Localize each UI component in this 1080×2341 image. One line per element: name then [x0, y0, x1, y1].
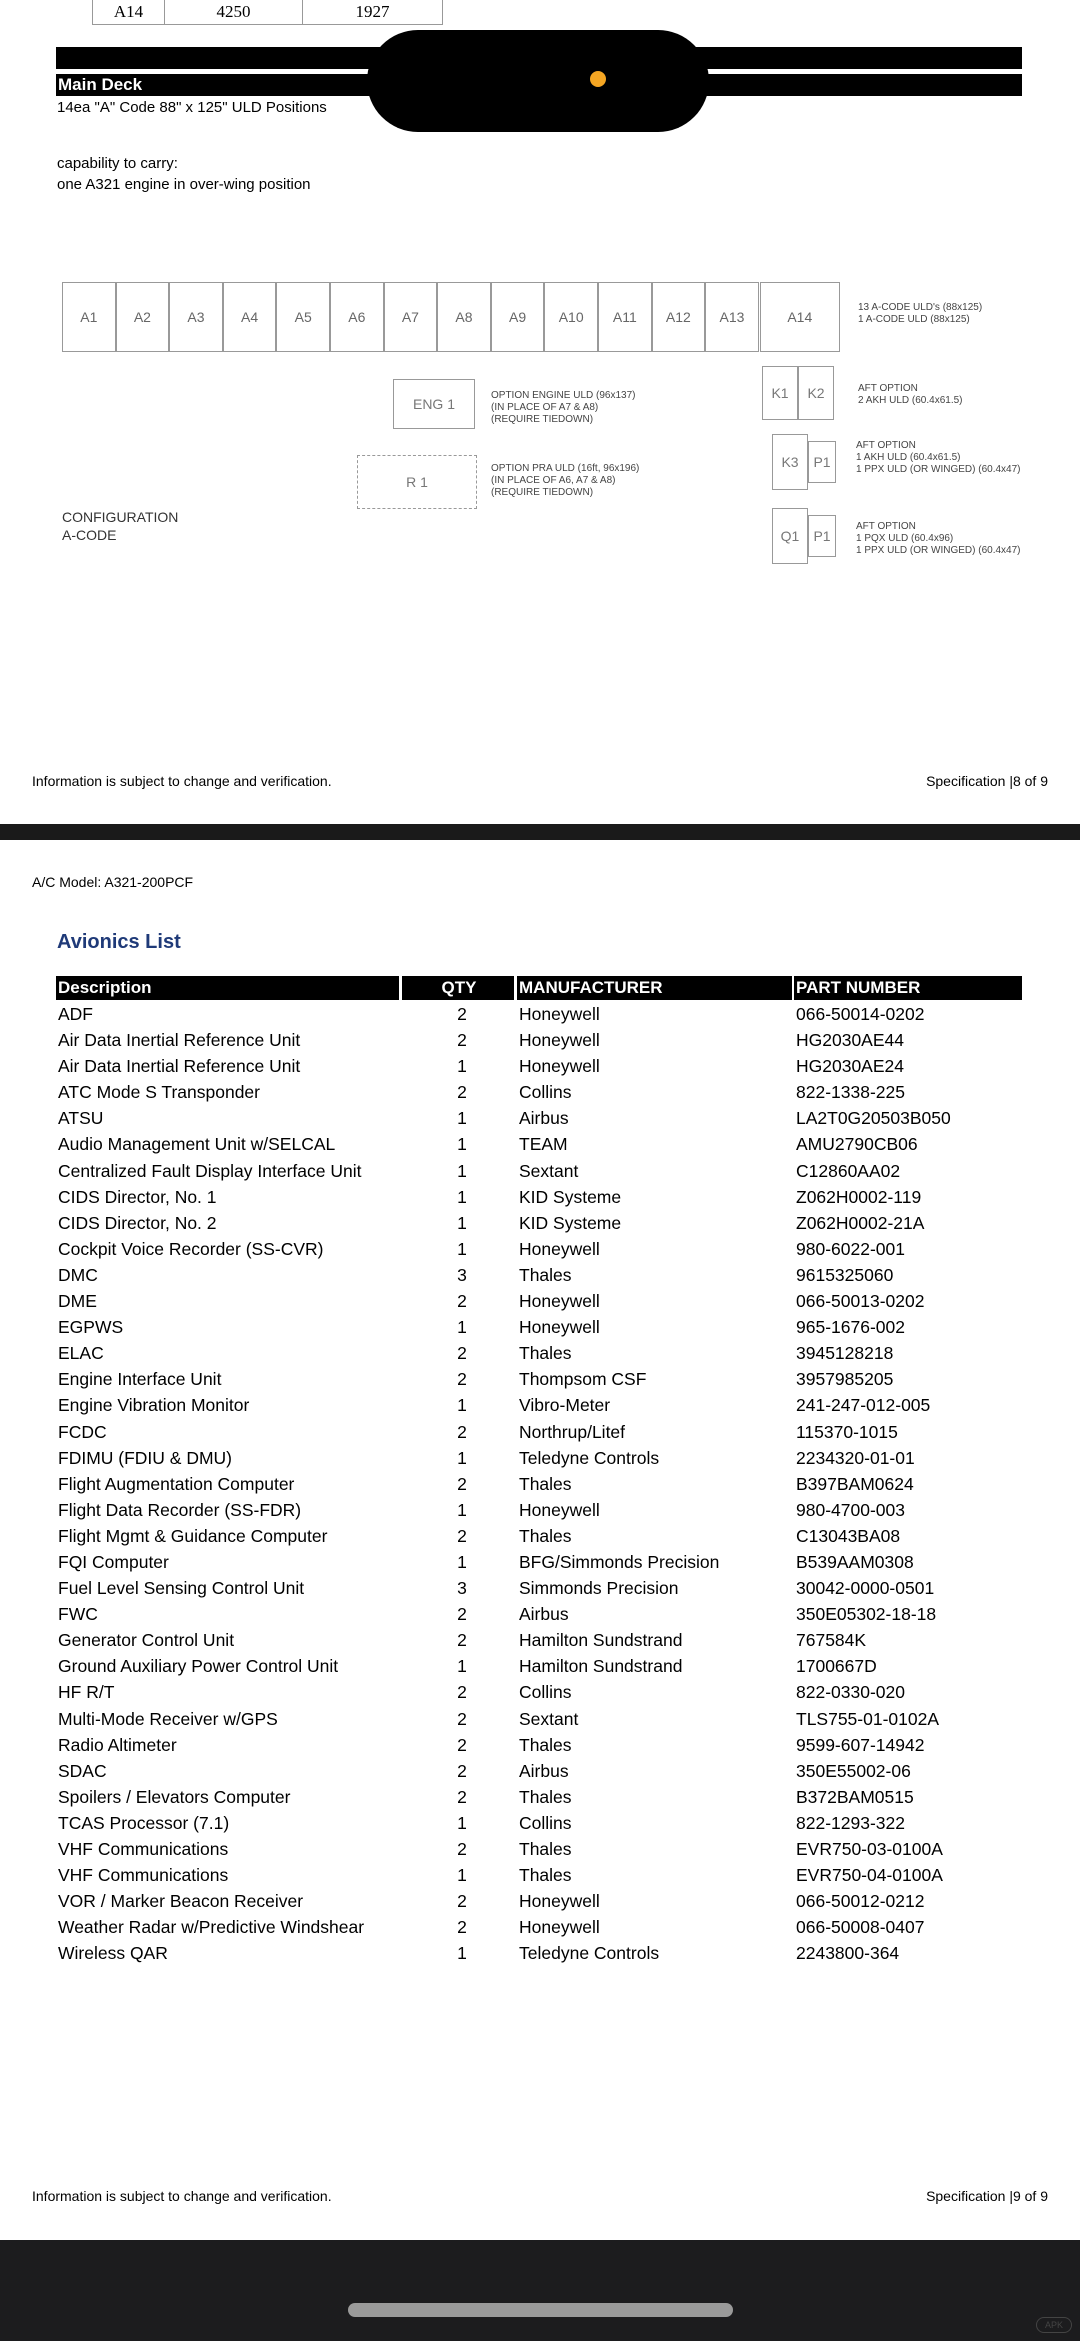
table-row	[0, 1888, 1080, 1914]
table-row	[0, 1210, 1080, 1236]
qty-cell: 2	[457, 1682, 467, 1703]
table-row	[0, 1732, 1080, 1758]
manufacturer-cell: Honeywell	[519, 1030, 600, 1051]
description-cell: CIDS Director, No. 2	[58, 1212, 217, 1233]
qty-cell: 2	[457, 1734, 467, 1755]
table-row	[0, 1471, 1080, 1497]
manufacturer-cell: Honeywell	[519, 1317, 600, 1338]
part-number-cell: B397BAM0624	[796, 1473, 914, 1494]
table-row	[0, 1079, 1080, 1105]
column-header-qty: QTY	[402, 976, 514, 1000]
part-number-cell: 9599-607-14942	[796, 1734, 925, 1755]
deck-slot: A6	[330, 282, 384, 352]
description-cell: TCAS Processor (7.1)	[58, 1812, 230, 1833]
spec-page-8	[0, 0, 1080, 824]
description-cell: ATC Mode S Transponder	[58, 1082, 260, 1103]
part-number-cell: 980-6022-001	[796, 1238, 905, 1259]
qty-cell: 2	[457, 1760, 467, 1781]
footer-page-number: Specification |8 of 9	[926, 773, 1048, 789]
table-row	[0, 1053, 1080, 1079]
manufacturer-cell: Honeywell	[519, 1917, 600, 1938]
description-cell: Air Data Inertial Reference Unit	[58, 1030, 301, 1051]
part-number-cell: 980-4700-003	[796, 1499, 905, 1520]
note-qp: AFT OPTION 1 PQX ULD (60.4x96) 1 PPX ULD (OR WINGED) (60.4x47)	[856, 521, 1021, 556]
qty-cell: 1	[457, 1865, 467, 1886]
manufacturer-cell: Thales	[519, 1734, 572, 1755]
deck-slot: A10	[544, 282, 598, 352]
part-number-cell: Z062H0002-21A	[796, 1212, 925, 1233]
manufacturer-cell: Airbus	[519, 1108, 569, 1129]
part-number-cell: B539AAM0308	[796, 1551, 914, 1572]
deck-slot: A3	[169, 282, 223, 352]
manufacturer-cell: Collins	[519, 1682, 572, 1703]
description-cell: Weather Radar w/Predictive Windshear	[58, 1917, 365, 1938]
manufacturer-cell: Northrup/Litef	[519, 1421, 626, 1442]
page-divider	[0, 824, 1080, 840]
part-number-cell: 767584K	[796, 1630, 867, 1651]
description-cell: Multi-Mode Receiver w/GPS	[58, 1708, 278, 1729]
manufacturer-cell: Hamilton Sundstrand	[519, 1656, 683, 1677]
table-row	[0, 1105, 1080, 1131]
manufacturer-cell: Thales	[519, 1786, 572, 1807]
description-cell: ELAC	[58, 1343, 104, 1364]
description-cell: Wireless QAR	[58, 1943, 168, 1964]
description-cell: HF R/T	[58, 1682, 115, 1703]
manufacturer-cell: Airbus	[519, 1760, 569, 1781]
table-row	[0, 1262, 1080, 1288]
table-row	[0, 1027, 1080, 1053]
aircraft-model: A/C Model: A321-200PCF	[32, 874, 194, 890]
column-header-manufacturer: MANUFACTURER	[517, 976, 792, 1000]
part-number-cell: EVR750-04-0100A	[796, 1865, 943, 1886]
description-cell: FQI Computer	[58, 1551, 169, 1572]
table-row	[0, 1810, 1080, 1836]
table-row	[0, 1131, 1080, 1157]
table-row	[0, 1288, 1080, 1314]
page-title: Avionics List	[57, 931, 181, 953]
table-row	[0, 1158, 1080, 1184]
manufacturer-cell: Collins	[519, 1812, 572, 1833]
table-row	[0, 1419, 1080, 1445]
table-row	[0, 1497, 1080, 1523]
part-number-cell: 350E55002-06	[796, 1760, 911, 1781]
description-cell: Fuel Level Sensing Control Unit	[58, 1578, 305, 1599]
deck-slot: A14	[760, 282, 840, 352]
table-row	[0, 1914, 1080, 1940]
manufacturer-cell: Thales	[519, 1473, 572, 1494]
footer-disclaimer: Information is subject to change and verification.	[32, 2188, 332, 2204]
avionics-table-body	[0, 1001, 1080, 1966]
qty-cell: 1	[457, 1812, 467, 1833]
table-row	[0, 1706, 1080, 1732]
description-cell: FDIMU (FDIU & DMU)	[58, 1447, 233, 1468]
part-number-cell: 9615325060	[796, 1264, 894, 1285]
table-row	[0, 1549, 1080, 1575]
part-number-cell: 822-1338-225	[796, 1082, 905, 1103]
manufacturer-cell: Honeywell	[519, 1499, 600, 1520]
part-number-cell: 822-0330-020	[796, 1682, 905, 1703]
part-number-cell: 30042-0000-0501	[796, 1578, 935, 1599]
part-number-cell: 2234320-01-01	[796, 1447, 915, 1468]
table-row	[0, 1836, 1080, 1862]
manufacturer-cell: Thales	[519, 1264, 572, 1285]
manufacturer-cell: Sextant	[519, 1160, 579, 1181]
table-row	[0, 1366, 1080, 1392]
description-cell: ATSU	[58, 1108, 104, 1129]
qty-cell: 2	[457, 1786, 467, 1807]
manufacturer-cell: Hamilton Sundstrand	[519, 1630, 683, 1651]
manufacturer-cell: Thales	[519, 1525, 572, 1546]
part-number-cell: 241-247-012-005	[796, 1395, 931, 1416]
table-row	[0, 1445, 1080, 1471]
qty-cell: 2	[457, 1369, 467, 1390]
table-row	[0, 1392, 1080, 1418]
qty-cell: 1	[457, 1551, 467, 1572]
manufacturer-cell: KID Systeme	[519, 1212, 622, 1233]
manufacturer-cell: Honeywell	[519, 1004, 600, 1024]
r-1-box: R 1	[357, 455, 477, 509]
deck-slot: A9	[491, 282, 545, 352]
spec-page-9	[0, 840, 1080, 2240]
note-pra: OPTION PRA ULD (16ft, 96x196) (IN PLACE OF A6, A7 & A8) (REQUIRE TIEDOWN)	[491, 463, 640, 498]
description-cell: VOR / Marker Beacon Receiver	[58, 1891, 304, 1912]
table-row	[0, 1601, 1080, 1627]
deck-slot: A12	[652, 282, 706, 352]
description-cell: Ground Auxiliary Power Control Unit	[58, 1656, 339, 1677]
part-number-cell: 3945128218	[796, 1343, 894, 1364]
description-cell: Audio Management Unit w/SELCAL	[58, 1134, 336, 1155]
table-row	[0, 1236, 1080, 1262]
p1-box: P1	[808, 441, 836, 483]
qty-cell: 2	[457, 1630, 467, 1651]
table-row	[0, 1784, 1080, 1810]
note-a-code: 13 A-CODE ULD's (88x125) 1 A-CODE ULD (88x125)	[858, 302, 983, 325]
footer-page-number: Specification |9 of 9	[926, 2188, 1048, 2204]
table-row	[0, 1001, 1080, 1027]
footer-disclaimer: Information is subject to change and verification.	[32, 773, 332, 789]
deck-slot: A7	[384, 282, 438, 352]
part-number-cell: 066-50014-0202	[796, 1004, 925, 1024]
part-number-cell: 115370-1015	[796, 1421, 898, 1442]
qty-cell: 1	[457, 1186, 467, 1207]
table-row	[0, 1184, 1080, 1210]
manufacturer-cell: Honeywell	[519, 1238, 600, 1259]
description-cell: VHF Communications	[58, 1839, 229, 1859]
description-cell: EGPWS	[58, 1317, 124, 1338]
qty-cell: 2	[457, 1004, 467, 1024]
manufacturer-cell: TEAM	[519, 1134, 568, 1155]
table-row	[0, 1523, 1080, 1549]
table-row	[0, 1627, 1080, 1653]
deck-slot: A11	[598, 282, 652, 352]
deck-slot: A5	[276, 282, 330, 352]
table-row	[0, 1679, 1080, 1705]
description-cell: Radio Altimeter	[58, 1734, 177, 1755]
manufacturer-cell: Teledyne Controls	[519, 1943, 660, 1964]
qty-cell: 2	[457, 1604, 467, 1625]
part-number-cell: 066-50008-0407	[796, 1917, 925, 1938]
part-number-cell: 3957985205	[796, 1369, 894, 1390]
camera-cutout	[367, 30, 709, 132]
part-number-cell: EVR750-03-0100A	[796, 1839, 943, 1859]
description-cell: Flight Augmentation Computer	[58, 1473, 295, 1494]
description-cell: FCDC	[58, 1421, 107, 1442]
qty-cell: 1	[457, 1108, 467, 1129]
eng-1-box: ENG 1	[393, 379, 475, 429]
description-cell: DME	[58, 1291, 97, 1312]
qty-cell: 2	[457, 1291, 467, 1312]
part-number-cell: LA2T0G20503B050	[796, 1108, 951, 1129]
watermark-badge: APK	[1036, 2317, 1072, 2333]
description-cell: VHF Communications	[58, 1865, 229, 1886]
manufacturer-cell: KID Systeme	[519, 1186, 622, 1207]
description-cell: Centralized Fault Display Interface Unit	[58, 1160, 362, 1181]
part-number-cell: AMU2790CB06	[796, 1134, 918, 1155]
part-number-cell: TLS755-01-0102A	[796, 1708, 940, 1729]
description-cell: ADF	[58, 1004, 93, 1024]
qty-cell: 2	[457, 1473, 467, 1494]
k3-box: K3	[772, 434, 808, 490]
manufacturer-cell: Airbus	[519, 1604, 569, 1625]
note-engine: OPTION ENGINE ULD (96x137) (IN PLACE OF A7 & A8) (REQUIRE TIEDOWN)	[491, 390, 636, 425]
table-row	[0, 1314, 1080, 1340]
note-k: AFT OPTION 2 AKH ULD (60.4x61.5)	[858, 383, 963, 406]
part-number-cell: C13043BA08	[796, 1525, 901, 1546]
manufacturer-cell: Honeywell	[519, 1056, 600, 1077]
part-number-cell: HG2030AE44	[796, 1030, 904, 1051]
weight-table-last-row	[92, 0, 443, 25]
part-number-cell: 066-50013-0202	[796, 1291, 925, 1312]
manufacturer-cell: Collins	[519, 1082, 572, 1103]
manufacturer-cell: Thompsom CSF	[519, 1369, 647, 1390]
manufacturer-cell: Honeywell	[519, 1891, 600, 1912]
table-cell: A14	[93, 0, 165, 24]
part-number-cell: C12860AA02	[796, 1160, 901, 1181]
deck-slot: A1	[62, 282, 116, 352]
manufacturer-cell: Simmonds Precision	[519, 1578, 679, 1599]
part-number-cell: 2243800-364	[796, 1943, 900, 1964]
qty-cell: 1	[457, 1056, 467, 1077]
part-number-cell: 350E05302-18-18	[796, 1604, 937, 1625]
qty-cell: 2	[457, 1343, 467, 1364]
qty-cell: 1	[457, 1499, 467, 1520]
manufacturer-cell: Honeywell	[519, 1291, 600, 1312]
manufacturer-cell: Thales	[519, 1839, 572, 1859]
qty-cell: 2	[457, 1839, 467, 1859]
table-row	[0, 1575, 1080, 1601]
manufacturer-cell: BFG/Simmonds Precision	[519, 1551, 720, 1572]
table-row	[0, 1758, 1080, 1784]
description-cell: Engine Interface Unit	[58, 1369, 222, 1390]
positions-line: 14ea "A" Code 88" x 125" ULD Positions	[57, 99, 327, 116]
qty-cell: 2	[457, 1030, 467, 1051]
description-cell: Flight Mgmt & Guidance Computer	[58, 1525, 328, 1546]
qty-cell: 1	[457, 1160, 467, 1181]
note-kp: AFT OPTION 1 AKH ULD (60.4x61.5) 1 PPX ULD (OR WINGED) (60.4x47)	[856, 440, 1021, 475]
part-number-cell: 965-1676-002	[796, 1317, 905, 1338]
manufacturer-cell: Thales	[519, 1865, 572, 1886]
description-cell: CIDS Director, No. 1	[58, 1186, 217, 1207]
part-number-cell: B372BAM0515	[796, 1786, 914, 1807]
capability-line: capability to carry:	[57, 155, 178, 172]
k2-box: K2	[798, 366, 834, 420]
description-cell: Cockpit Voice Recorder (SS-CVR)	[58, 1238, 324, 1259]
table-row	[0, 1653, 1080, 1679]
manufacturer-cell: Thales	[519, 1343, 572, 1364]
p1-box: P1	[808, 515, 836, 557]
table-row	[0, 1862, 1080, 1888]
capability-detail: one A321 engine in over-wing position	[57, 176, 311, 193]
part-number-cell: 066-50012-0212	[796, 1891, 925, 1912]
description-cell: Spoilers / Elevators Computer	[58, 1786, 291, 1807]
qty-cell: 2	[457, 1891, 467, 1912]
description-cell: DMC	[58, 1264, 98, 1285]
column-header-description: Description	[56, 976, 399, 1000]
qty-cell: 2	[457, 1708, 467, 1729]
description-cell: FWC	[58, 1604, 98, 1625]
deck-slot: A8	[437, 282, 491, 352]
description-cell: Air Data Inertial Reference Unit	[58, 1056, 301, 1077]
qty-cell: 1	[457, 1656, 467, 1677]
part-number-cell: 1700667D	[796, 1656, 877, 1677]
camera-indicator-dot	[590, 71, 606, 87]
main-deck-label: Main Deck	[58, 75, 143, 94]
manufacturer-cell: Teledyne Controls	[519, 1447, 660, 1468]
part-number-cell: 822-1293-322	[796, 1812, 905, 1833]
qty-cell: 1	[457, 1134, 467, 1155]
qty-cell: 1	[457, 1943, 467, 1964]
system-bottom-bar	[0, 2240, 1080, 2341]
qty-cell: 2	[457, 1421, 467, 1442]
qty-cell: 1	[457, 1212, 467, 1233]
home-indicator[interactable]	[348, 2303, 733, 2317]
configuration-label: CONFIGURATION A-CODE	[62, 509, 179, 543]
description-cell: Generator Control Unit	[58, 1630, 235, 1651]
qty-cell: 1	[457, 1317, 467, 1338]
description-cell: SDAC	[58, 1760, 107, 1781]
qty-cell: 2	[457, 1525, 467, 1546]
column-header-part-number: PART NUMBER	[794, 976, 1022, 1000]
qty-cell: 2	[457, 1917, 467, 1938]
k1-box: K1	[762, 366, 798, 420]
qty-cell: 1	[457, 1395, 467, 1416]
part-number-cell: HG2030AE24	[796, 1056, 904, 1077]
deck-slot: A2	[116, 282, 170, 352]
table-cell: 4250	[165, 0, 303, 24]
qty-cell: 1	[457, 1447, 467, 1468]
q1-box: Q1	[772, 508, 808, 564]
part-number-cell: Z062H0002-119	[796, 1186, 922, 1207]
table-row	[0, 1340, 1080, 1366]
qty-cell: 3	[457, 1578, 467, 1599]
qty-cell: 3	[457, 1264, 467, 1285]
table-cell: 1927	[303, 0, 443, 24]
deck-slot: A13	[705, 282, 759, 352]
deck-slot: A4	[223, 282, 277, 352]
qty-cell: 2	[457, 1082, 467, 1103]
description-cell: Engine Vibration Monitor	[58, 1395, 250, 1416]
manufacturer-cell: Sextant	[519, 1708, 579, 1729]
description-cell: Flight Data Recorder (SS-FDR)	[58, 1499, 302, 1520]
table-row	[0, 1940, 1080, 1966]
qty-cell: 1	[457, 1238, 467, 1259]
manufacturer-cell: Vibro-Meter	[519, 1395, 611, 1416]
